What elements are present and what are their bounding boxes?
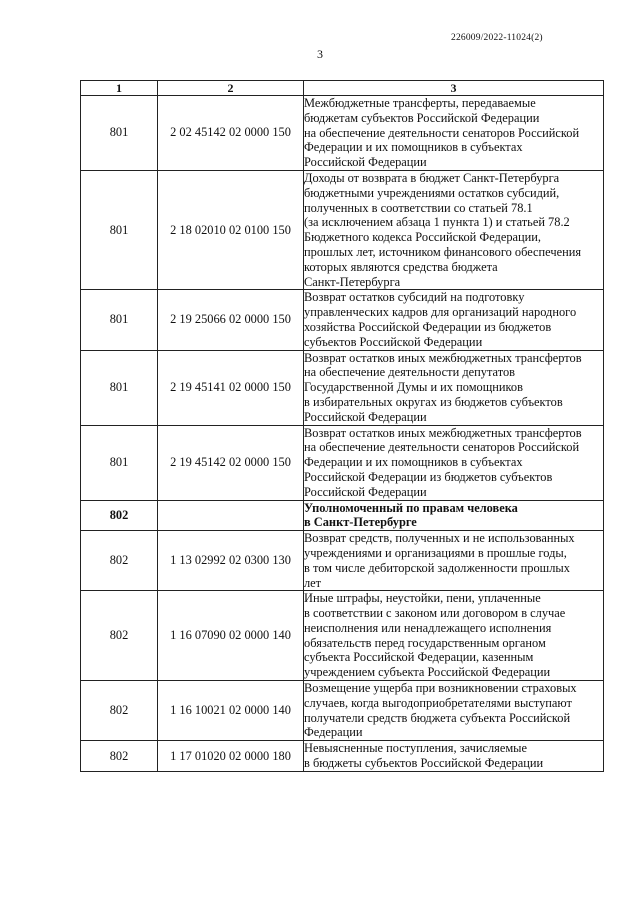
table-row (81, 350, 604, 425)
description-line: Федерации и их помощников в субъектах (304, 140, 523, 155)
admin-code-cell: 802 (81, 591, 158, 681)
description-line: Федерации и их помощников в субъектах (304, 455, 523, 470)
admin-code-cell: 802 (81, 681, 158, 741)
revenue-description-cell (304, 350, 604, 425)
revenue-description-cell (304, 96, 604, 171)
description-line: обязательств перед государственным органом (304, 635, 546, 650)
column-header: 1 (81, 81, 158, 96)
revenue-description-cell (304, 591, 604, 681)
revenue-description-cell (304, 681, 604, 741)
table-row (81, 681, 604, 741)
description-line: Бюджетного кодекса Российской Федерации, (304, 230, 542, 245)
description-line: Возмещение ущерба при возникновении страховых (304, 681, 577, 696)
description-line: в Санкт-Петербурге (304, 515, 417, 530)
budget-classification-code-cell: 1 16 07090 02 0000 140 (158, 591, 304, 681)
budget-classification-code-cell: 2 18 02010 02 0100 150 (158, 170, 304, 289)
budget-classification-code-cell: 1 16 10021 02 0000 140 (158, 681, 304, 741)
revenue-description-cell (304, 741, 604, 772)
description-line: бюджетам субъектов Российской Федерации (304, 110, 540, 125)
description-line: Уполномоченный по правам человека (304, 500, 518, 515)
revenue-description-cell (304, 170, 604, 289)
budget-classification-code-cell: 2 19 25066 02 0000 150 (158, 290, 304, 350)
description-line: субъектов Российской Федерации (304, 334, 483, 349)
description-line: Федерации (304, 725, 363, 740)
description-line: хозяйства Российской Федерации из бюджетов (304, 319, 552, 334)
table-row (81, 531, 604, 591)
revenue-description-cell (304, 425, 604, 500)
column-header: 3 (304, 81, 604, 96)
table-row (81, 591, 604, 681)
description-line: Межбюджетные трансферты, передаваемые (304, 96, 536, 110)
table-row (81, 170, 604, 289)
description-line: учреждениями и организациями в прошлые годы, (304, 545, 567, 560)
admin-code-cell: 802 (81, 741, 158, 772)
description-line: на обеспечение деятельности депутатов (304, 365, 515, 380)
description-line: в избирательных округах из бюджетов субъектов (304, 394, 563, 409)
budget-classification-code-cell: 2 19 45141 02 0000 150 (158, 350, 304, 425)
description-line: бюджетными учреждениями остатков субсидий, (304, 185, 560, 200)
column-header: 2 (158, 81, 304, 96)
description-line: Возврат остатков субсидий на подготовку (304, 290, 525, 305)
admin-code-cell: 801 (81, 96, 158, 171)
budget-classification-code-cell: 1 17 01020 02 0000 180 (158, 741, 304, 772)
description-line: на обеспечение деятельности сенаторов Российской (304, 125, 580, 140)
description-line: полученных в соответствии со статьей 78.1 (304, 200, 533, 215)
document-number: 226009/2022-11024(2) (451, 33, 543, 43)
admin-code-cell: 801 (81, 350, 158, 425)
description-line: получатели средств бюджета субъекта Российской (304, 710, 571, 725)
admin-code-cell: 801 (81, 170, 158, 289)
description-line: в бюджеты субъектов Российской Федерации (304, 756, 544, 771)
description-line: в том числе дебиторской задолженности прошлых (304, 560, 570, 575)
admin-code-cell: 802 (81, 500, 158, 531)
description-line: неисполнения или ненадлежащего исполнения (304, 620, 552, 635)
description-line: Российской Федерации (304, 409, 427, 424)
budget-classification-code-cell: 2 19 45142 02 0000 150 (158, 425, 304, 500)
description-line: которых являются средства бюджета (304, 259, 498, 274)
revenue-codes-table (80, 80, 604, 772)
table-row (81, 290, 604, 350)
admin-code-cell: 802 (81, 531, 158, 591)
description-line: в соответствии с законом или договором в случае (304, 606, 566, 621)
description-line: случаев, когда выгодоприобретателями выступают (304, 695, 572, 710)
description-line: на обеспечение деятельности сенаторов Российской (304, 440, 580, 455)
description-line: Невыясненные поступления, зачисляемые (304, 741, 527, 756)
description-line: Государственной Думы и их помощников (304, 380, 523, 395)
table-header-row (81, 81, 604, 96)
description-line: Российской Федерации (304, 155, 427, 170)
table-body (81, 96, 604, 772)
description-line: Санкт-Петербурга (304, 274, 401, 289)
description-line: Возврат остатков иных межбюджетных трансфертов (304, 350, 582, 365)
description-line: Доходы от возврата в бюджет Санкт-Петербурга (304, 170, 560, 185)
description-line: прошлых лет, источником финансового обеспечения (304, 244, 582, 259)
admin-code-cell: 801 (81, 425, 158, 500)
description-line: Возврат средств, полученных и не использованных (304, 531, 575, 546)
description-line: Российской Федерации (304, 484, 427, 499)
budget-classification-code-cell: 1 13 02992 02 0300 130 (158, 531, 304, 591)
description-line: (за исключением абзаца 1 пункта 1) и статьей 78.2 (304, 215, 570, 230)
description-line: лет (304, 575, 322, 590)
admin-code-cell: 801 (81, 290, 158, 350)
budget-classification-code-cell (158, 500, 304, 531)
revenue-description-cell (304, 500, 604, 531)
revenue-description-cell (304, 531, 604, 591)
description-line: Возврат остатков иных межбюджетных трансфертов (304, 425, 582, 440)
table-row (81, 500, 604, 531)
description-line: Российской Федерации из бюджетов субъектов (304, 469, 553, 484)
table-row (81, 741, 604, 772)
table-row (81, 425, 604, 500)
page-number: 3 (317, 47, 323, 61)
description-line: субъекта Российской Федерации, казенным (304, 650, 534, 665)
revenue-description-cell (304, 290, 604, 350)
budget-classification-code-cell: 2 02 45142 02 0000 150 (158, 96, 304, 171)
description-line: учреждением субъекта Российской Федерации (304, 665, 551, 680)
description-line: Иные штрафы, неустойки, пени, уплаченные (304, 591, 541, 606)
description-line: управленческих кадров для организаций народного (304, 305, 577, 320)
table-row (81, 96, 604, 171)
